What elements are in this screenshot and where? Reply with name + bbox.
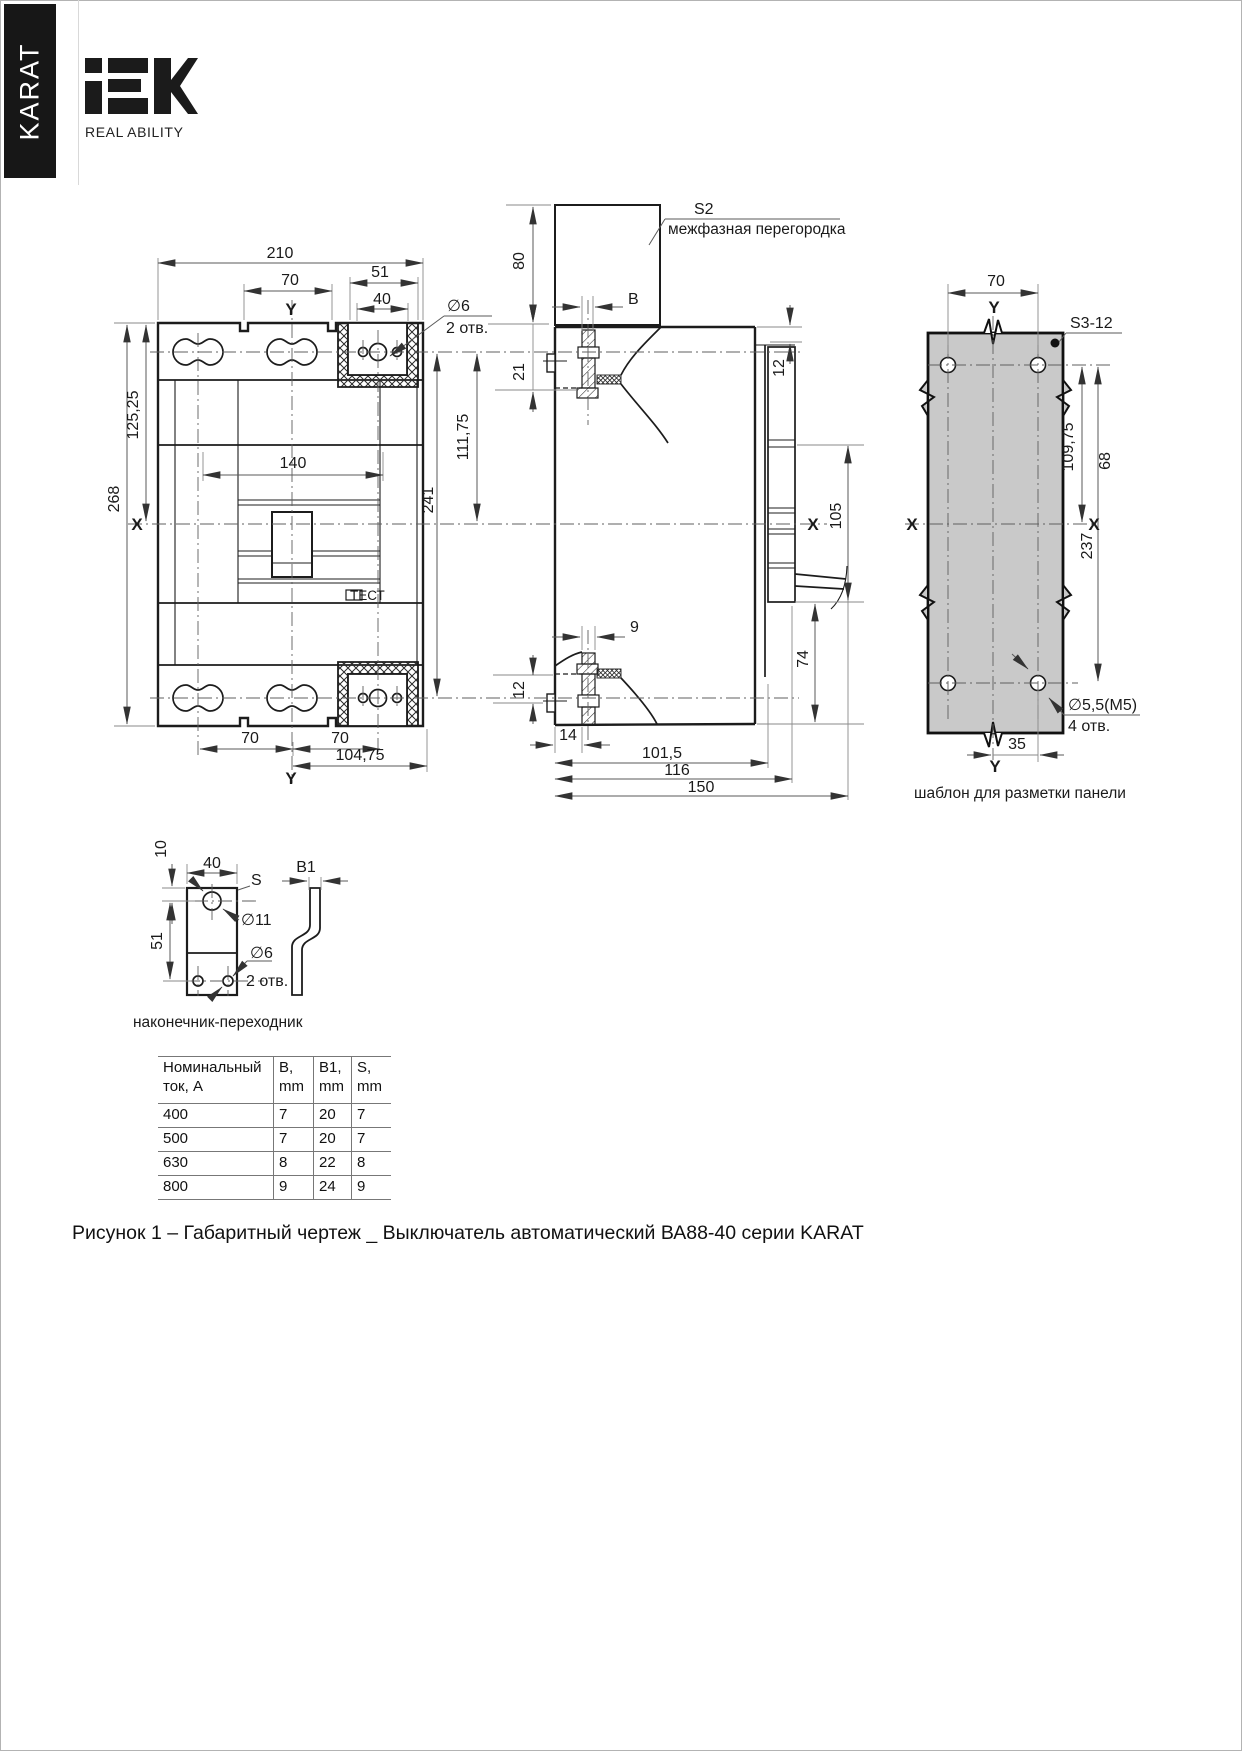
fv-dim-70-top: 70 — [281, 272, 299, 289]
ad-dim-40: 40 — [203, 855, 221, 872]
sv-dim-101-5: 101,5 — [641, 745, 683, 762]
latch-top — [547, 354, 555, 372]
sv-dim-150: 150 — [687, 779, 715, 796]
fv-dim-241: 241 — [420, 486, 437, 514]
toggle-lever — [795, 566, 847, 609]
ad-dim-d11: ∅11 — [241, 912, 272, 929]
ad-dim-51: 51 — [149, 932, 166, 950]
cell-s: 7 — [352, 1104, 392, 1128]
figure-caption: Рисунок 1 – Габаритный чертеж _ Выключатель автоматический ВА88-40 серии KARAT — [72, 1222, 864, 1244]
sv-axis-x: X — [807, 515, 819, 534]
cell-b: 7 — [274, 1128, 314, 1152]
s3-12-marker-dot — [1051, 339, 1060, 348]
cell-b: 9 — [274, 1176, 314, 1200]
cell-current: 500 — [158, 1128, 274, 1152]
sv-callout-s2-desc: межфазная перегородка — [668, 221, 846, 238]
fv-dim-70-bl: 70 — [241, 730, 259, 747]
lug-side-profile — [292, 888, 320, 995]
sv-callout-s2: S2 — [694, 201, 714, 218]
fv-axis-y-top: Y — [285, 300, 297, 319]
cell-b1: 24 — [314, 1176, 352, 1200]
col-header-b1: B1, mm — [314, 1057, 352, 1104]
pv-callout-s3: S3-12 — [1070, 315, 1113, 332]
pv-hole-callout-n: 4 отв. — [1068, 718, 1111, 735]
cell-current: 800 — [158, 1176, 274, 1200]
ad-dim-b1: B1 — [296, 859, 316, 876]
cell-b1: 22 — [314, 1152, 352, 1176]
fv-dim-40: 40 — [373, 291, 391, 308]
ad-dim-d6: ∅6 — [250, 945, 273, 962]
fv-dim-70-br: 70 — [331, 730, 349, 747]
table-header-row — [158, 1057, 391, 1104]
side-view — [543, 205, 847, 725]
sv-dim-12-top: 12 — [771, 359, 788, 377]
ad-holes-note: 2 отв. — [246, 973, 289, 990]
cell-s: 8 — [352, 1152, 392, 1176]
fv-dim-104-75: 104,75 — [335, 747, 385, 764]
ad-dim-10: 10 — [153, 840, 170, 858]
terminal-strips — [768, 347, 795, 602]
pv-hole-callout-d: ∅5,5(M5) — [1068, 697, 1138, 714]
pv-dim-68: 68 — [1097, 452, 1114, 470]
sv-dim-116: 116 — [664, 762, 690, 779]
pv-axis-y-top: Y — [988, 298, 1000, 317]
fv-dim-51: 51 — [371, 264, 389, 281]
bolt-bottom — [555, 652, 657, 725]
pv-dim-109-75: 109,75 — [1060, 422, 1077, 472]
pv-axis-x-right: X — [1088, 515, 1100, 534]
pv-dim-237: 237 — [1079, 532, 1096, 560]
fv-dim-268: 268 — [106, 485, 123, 513]
sv-dim-14: 14 — [559, 727, 577, 744]
cell-b1: 20 — [314, 1104, 352, 1128]
col-header-s: S, mm — [352, 1057, 392, 1104]
sv-dim-21: 21 — [511, 363, 528, 381]
fv-axis-x: X — [131, 515, 143, 534]
table-row — [158, 1152, 391, 1176]
cell-b1: 20 — [314, 1128, 352, 1152]
cell-b: 8 — [274, 1152, 314, 1176]
col-header-current: Номинальный ток, А — [158, 1057, 274, 1104]
pv-dim-35: 35 — [1008, 736, 1026, 753]
fv-dim-125-25: 125,25 — [125, 390, 142, 440]
table-row — [158, 1176, 391, 1200]
cell-s: 9 — [352, 1176, 392, 1200]
pv-axis-y-bottom: Y — [989, 757, 1001, 776]
fv-hole-callout-d: ∅6 — [447, 298, 470, 315]
ad-caption: наконечник-переходник — [133, 1014, 303, 1031]
lug-dimensions-table — [158, 1056, 391, 1200]
lug-plate — [187, 888, 237, 995]
cell-current: 400 — [158, 1104, 274, 1128]
latch-bottom — [547, 694, 555, 712]
pv-axis-x-left: X — [906, 515, 918, 534]
fv-hole-callout-n: 2 отв. — [446, 320, 489, 337]
pv-dim-70: 70 — [987, 273, 1005, 290]
sv-dim-80: 80 — [511, 252, 528, 270]
pv-caption: шаблон для разметки панели — [914, 785, 1126, 802]
table-row — [158, 1104, 391, 1128]
table-row — [158, 1128, 391, 1152]
test-label: ТЕСТ — [350, 588, 385, 603]
sv-dim-b: B — [628, 291, 639, 308]
fv-dim-140: 140 — [279, 455, 307, 472]
cell-b: 7 — [274, 1104, 314, 1128]
sv-dim-74: 74 — [795, 650, 812, 668]
sv-dim-105: 105 — [828, 502, 845, 530]
fv-axis-y-bottom: Y — [285, 769, 297, 788]
cell-s: 7 — [352, 1128, 392, 1152]
bolt-top — [555, 327, 668, 443]
fv-dim-111-75: 111,75 — [455, 413, 472, 461]
cell-current: 630 — [158, 1152, 274, 1176]
col-header-b: B, mm — [274, 1057, 314, 1104]
ad-label-s: S — [251, 872, 262, 889]
karat-sidebar-label: KARAT — [14, 41, 45, 141]
sv-dim-12-bottom: 12 — [511, 681, 528, 699]
sv-dim-9: 9 — [630, 619, 639, 636]
logo-tagline: REAL ABILITY — [85, 124, 184, 140]
fv-dim-210: 210 — [266, 245, 294, 262]
